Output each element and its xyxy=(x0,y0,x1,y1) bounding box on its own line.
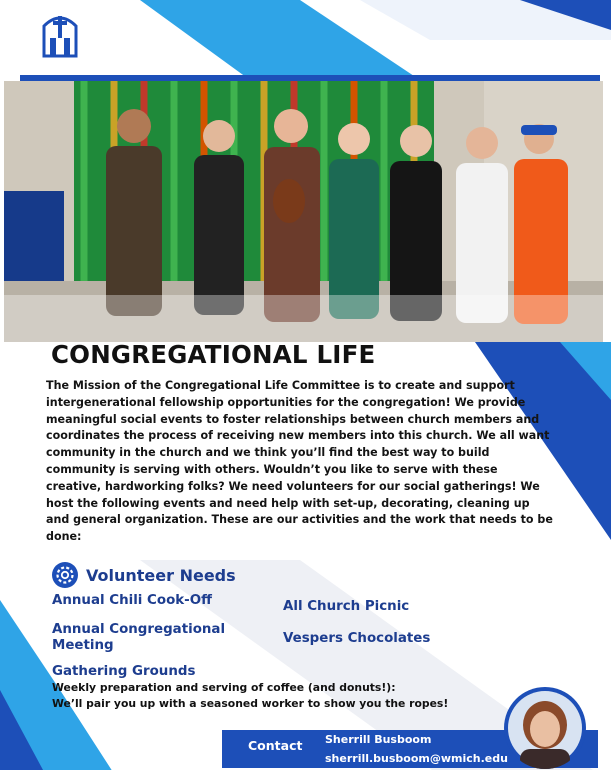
event-chili-cook-off: Annual Chili Cook-Off xyxy=(52,593,212,608)
page-title: CONGREGATIONAL LIFE xyxy=(51,340,376,369)
contact-label: Contact xyxy=(248,738,303,753)
event-gathering-grounds: Gathering Grounds xyxy=(52,664,196,679)
church-cross-icon xyxy=(42,8,78,58)
group-photo xyxy=(4,81,603,342)
volunteer-needs-heading: Volunteer Needs xyxy=(86,566,236,585)
gathering-grounds-line-1: Weekly preparation and serving of coffee (and donuts!): xyxy=(52,681,396,694)
gathering-grounds-description xyxy=(52,680,472,711)
gear-icon xyxy=(52,562,78,588)
event-vespers-chocolates: Vespers Chocolates xyxy=(283,631,431,646)
gathering-grounds-line-2: We’ll pair you up with a seasoned worker to show you the ropes! xyxy=(52,696,449,710)
event-church-picnic: All Church Picnic xyxy=(283,599,410,614)
contact-avatar xyxy=(504,687,586,769)
contact-name: Sherrill Busboom xyxy=(325,733,432,746)
event-congregational-meeting: Annual Congregational Meeting xyxy=(52,622,226,653)
mission-statement: The Mission of the Congregational Life Committee is to create and support intergenerational fellowship opportunities for the congregation! We provide meaningful social events to foster relationships between church members and coordinates the process of receiving new members into this church. We all want community in the church and we think you’ll find the best way to build community is serving with others. Wouldn’t you like to serve with these creative, hardworking folks? We need volunteers for our social gatherings! We host the following events and need help with set-up, decorating, cleaning up and general organization. These are our activities and the work that needs to be done: xyxy=(46,379,553,544)
contact-email[interactable]: sherrill.busboom@wmich.edu xyxy=(325,752,508,765)
